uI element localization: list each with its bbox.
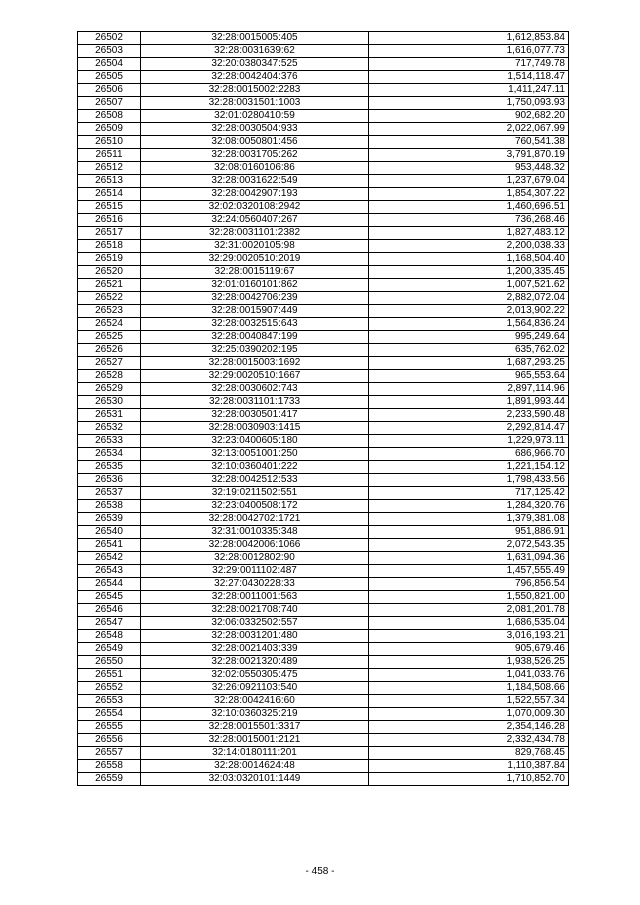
row-number-cell: 26517 (78, 227, 141, 240)
table-row (78, 344, 569, 357)
cadastral-value-cell: 1,200,335.45 (369, 266, 569, 279)
cadastral-number-cell: 32:27:0430228:33 (141, 578, 369, 591)
row-number-cell: 26502 (78, 32, 141, 45)
row-number-cell: 26521 (78, 279, 141, 292)
cadastral-value-cell: 635,762.02 (369, 344, 569, 357)
cadastral-number-cell: 32:28:0031201:480 (141, 630, 369, 643)
table-row (78, 435, 569, 448)
table-row (78, 409, 569, 422)
row-number-cell: 26537 (78, 487, 141, 500)
row-number-cell: 26552 (78, 682, 141, 695)
cadastral-value-cell: 2,897,114.96 (369, 383, 569, 396)
cadastral-value-cell: 1,854,307.22 (369, 188, 569, 201)
row-number-cell: 26504 (78, 58, 141, 71)
row-number-cell: 26518 (78, 240, 141, 253)
cadastral-number-cell: 32:28:0030602:743 (141, 383, 369, 396)
cadastral-number-cell: 32:29:0020510:1667 (141, 370, 369, 383)
cadastral-value-table (77, 31, 569, 786)
cadastral-value-cell: 1,631,094.36 (369, 552, 569, 565)
cadastral-number-cell: 32:01:0280410:59 (141, 110, 369, 123)
row-number-cell: 26511 (78, 149, 141, 162)
row-number-cell: 26545 (78, 591, 141, 604)
row-number-cell: 26536 (78, 474, 141, 487)
table-row (78, 513, 569, 526)
cadastral-value-cell: 1,522,557.34 (369, 695, 569, 708)
cadastral-number-cell: 32:02:0320108:2942 (141, 201, 369, 214)
table-row (78, 32, 569, 45)
cadastral-value-cell: 1,070,009.30 (369, 708, 569, 721)
cadastral-number-cell: 32:23:0400605:180 (141, 435, 369, 448)
cadastral-value-cell: 1,184,508.66 (369, 682, 569, 695)
table-row (78, 84, 569, 97)
cadastral-value-cell: 717,749.78 (369, 58, 569, 71)
cadastral-number-cell: 32:28:0014624:48 (141, 760, 369, 773)
table-row (78, 396, 569, 409)
row-number-cell: 26513 (78, 175, 141, 188)
cadastral-value-cell: 1,616,077.73 (369, 45, 569, 58)
cadastral-value-cell: 717,125.42 (369, 487, 569, 500)
cadastral-number-cell: 32:24:0560407:267 (141, 214, 369, 227)
cadastral-value-cell: 1,612,853.84 (369, 32, 569, 45)
row-number-cell: 26519 (78, 253, 141, 266)
cadastral-number-cell: 32:26:0921103:540 (141, 682, 369, 695)
cadastral-value-cell: 2,332,434.78 (369, 734, 569, 747)
table-row (78, 123, 569, 136)
row-number-cell: 26554 (78, 708, 141, 721)
row-number-cell: 26542 (78, 552, 141, 565)
cadastral-value-cell: 2,072,543.35 (369, 539, 569, 552)
table-row (78, 97, 569, 110)
cadastral-number-cell: 32:28:0030903:1415 (141, 422, 369, 435)
cadastral-number-cell: 32:25:0390202:195 (141, 344, 369, 357)
table-row (78, 448, 569, 461)
cadastral-value-cell: 1,564,836.24 (369, 318, 569, 331)
row-number-cell: 26540 (78, 526, 141, 539)
row-number-cell: 26510 (78, 136, 141, 149)
row-number-cell: 26503 (78, 45, 141, 58)
cadastral-value-cell: 1,938,526.25 (369, 656, 569, 669)
cadastral-value-cell: 1,379,381.08 (369, 513, 569, 526)
cadastral-number-cell: 32:29:0020510:2019 (141, 253, 369, 266)
row-number-cell: 26532 (78, 422, 141, 435)
cadastral-value-cell: 1,168,504.40 (369, 253, 569, 266)
cadastral-value-cell: 1,229,973.11 (369, 435, 569, 448)
row-number-cell: 26551 (78, 669, 141, 682)
cadastral-number-cell: 32:28:0015005:405 (141, 32, 369, 45)
row-number-cell: 26535 (78, 461, 141, 474)
table-row (78, 721, 569, 734)
cadastral-number-cell: 32:28:0042404:376 (141, 71, 369, 84)
cadastral-value-cell: 3,791,870.19 (369, 149, 569, 162)
table-row (78, 45, 569, 58)
row-number-cell: 26524 (78, 318, 141, 331)
cadastral-value-cell: 1,550,821.00 (369, 591, 569, 604)
row-number-cell: 26526 (78, 344, 141, 357)
cadastral-number-cell: 32:28:0042702:1721 (141, 513, 369, 526)
table-row (78, 461, 569, 474)
table-row (78, 201, 569, 214)
cadastral-value-cell: 3,016,193.21 (369, 630, 569, 643)
cadastral-number-cell: 32:14:0180111:201 (141, 747, 369, 760)
row-number-cell: 26523 (78, 305, 141, 318)
cadastral-value-cell: 1,221,154.12 (369, 461, 569, 474)
table-row (78, 305, 569, 318)
table-row (78, 175, 569, 188)
cadastral-value-cell: 2,022,067.99 (369, 123, 569, 136)
cadastral-value-cell: 995,249.64 (369, 331, 569, 344)
row-number-cell: 26528 (78, 370, 141, 383)
cadastral-number-cell: 32:28:0032515:643 (141, 318, 369, 331)
table-row (78, 656, 569, 669)
table-row (78, 487, 569, 500)
table-row (78, 71, 569, 84)
row-number-cell: 26546 (78, 604, 141, 617)
row-number-cell: 26541 (78, 539, 141, 552)
cadastral-number-cell: 32:10:0360325:219 (141, 708, 369, 721)
table-row (78, 604, 569, 617)
row-number-cell: 26515 (78, 201, 141, 214)
cadastral-number-cell: 32:31:0020105:98 (141, 240, 369, 253)
cadastral-value-cell: 2,200,038.33 (369, 240, 569, 253)
cadastral-value-cell: 1,687,293.25 (369, 357, 569, 370)
table-row (78, 253, 569, 266)
cadastral-number-cell: 32:28:0015907:449 (141, 305, 369, 318)
cadastral-number-cell: 32:28:0021320:489 (141, 656, 369, 669)
row-number-cell: 26530 (78, 396, 141, 409)
cadastral-number-cell: 32:02:0550305:475 (141, 669, 369, 682)
cadastral-number-cell: 32:31:0010335:348 (141, 526, 369, 539)
table-row (78, 643, 569, 656)
cadastral-value-cell: 760,541.38 (369, 136, 569, 149)
cadastral-number-cell: 32:01:0160101:862 (141, 279, 369, 292)
row-number-cell: 26544 (78, 578, 141, 591)
row-number-cell: 26514 (78, 188, 141, 201)
table-row (78, 695, 569, 708)
row-number-cell: 26516 (78, 214, 141, 227)
cadastral-value-cell: 1,686,535.04 (369, 617, 569, 630)
cadastral-value-cell: 2,354,146.28 (369, 721, 569, 734)
cadastral-number-cell: 32:28:0015002:2283 (141, 84, 369, 97)
cadastral-number-cell: 32:28:0012802:90 (141, 552, 369, 565)
table-row (78, 578, 569, 591)
cadastral-number-cell: 32:28:0015119:67 (141, 266, 369, 279)
cadastral-number-cell: 32:28:0021708:740 (141, 604, 369, 617)
table-row (78, 747, 569, 760)
row-number-cell: 26527 (78, 357, 141, 370)
row-number-cell: 26506 (78, 84, 141, 97)
row-number-cell: 26550 (78, 656, 141, 669)
cadastral-number-cell: 32:28:0042907:193 (141, 188, 369, 201)
table-row (78, 669, 569, 682)
cadastral-value-cell: 1,041,033.76 (369, 669, 569, 682)
cadastral-number-cell: 32:03:0320101:1449 (141, 773, 369, 786)
table-row (78, 617, 569, 630)
table-body (78, 32, 569, 786)
table-row (78, 136, 569, 149)
cadastral-value-cell: 1,710,852.70 (369, 773, 569, 786)
table-row (78, 110, 569, 123)
cadastral-number-cell: 32:28:0031101:1733 (141, 396, 369, 409)
table-row (78, 266, 569, 279)
cadastral-number-cell: 32:23:0400508:172 (141, 500, 369, 513)
cadastral-value-cell: 905,679.46 (369, 643, 569, 656)
cadastral-value-cell: 951,886.91 (369, 526, 569, 539)
cadastral-number-cell: 32:28:0030501:417 (141, 409, 369, 422)
cadastral-number-cell: 32:28:0015001:2121 (141, 734, 369, 747)
cadastral-number-cell: 32:28:0031639:62 (141, 45, 369, 58)
row-number-cell: 26525 (78, 331, 141, 344)
row-number-cell: 26553 (78, 695, 141, 708)
table-row (78, 370, 569, 383)
row-number-cell: 26559 (78, 773, 141, 786)
cadastral-number-cell: 32:28:0015501:3317 (141, 721, 369, 734)
cadastral-number-cell: 32:28:0031705:262 (141, 149, 369, 162)
cadastral-value-cell: 1,007,521.62 (369, 279, 569, 292)
row-number-cell: 26558 (78, 760, 141, 773)
row-number-cell: 26522 (78, 292, 141, 305)
cadastral-value-cell: 1,514,118.47 (369, 71, 569, 84)
cadastral-value-cell: 829,768.45 (369, 747, 569, 760)
cadastral-value-cell: 902,682.20 (369, 110, 569, 123)
table-row (78, 214, 569, 227)
table-row (78, 162, 569, 175)
cadastral-number-cell: 32:28:0031101:2382 (141, 227, 369, 240)
cadastral-value-cell: 2,233,590.48 (369, 409, 569, 422)
table-row (78, 565, 569, 578)
table-row (78, 58, 569, 71)
table-row (78, 227, 569, 240)
table-row (78, 500, 569, 513)
cadastral-value-cell: 1,798,433.56 (369, 474, 569, 487)
row-number-cell: 26508 (78, 110, 141, 123)
table-row (78, 552, 569, 565)
row-number-cell: 26507 (78, 97, 141, 110)
cadastral-number-cell: 32:08:0160106:86 (141, 162, 369, 175)
table-row (78, 682, 569, 695)
table-row (78, 630, 569, 643)
cadastral-number-cell: 32:19:0211502:551 (141, 487, 369, 500)
cadastral-value-cell: 1,237,679.04 (369, 175, 569, 188)
row-number-cell: 26529 (78, 383, 141, 396)
row-number-cell: 26539 (78, 513, 141, 526)
row-number-cell: 26543 (78, 565, 141, 578)
row-number-cell: 26538 (78, 500, 141, 513)
cadastral-number-cell: 32:29:0011102:487 (141, 565, 369, 578)
table-row (78, 708, 569, 721)
cadastral-value-cell: 1,827,483.12 (369, 227, 569, 240)
table-row (78, 279, 569, 292)
table-row (78, 734, 569, 747)
cadastral-value-cell: 2,081,201.78 (369, 604, 569, 617)
row-number-cell: 26556 (78, 734, 141, 747)
cadastral-value-cell: 965,553.64 (369, 370, 569, 383)
table-row (78, 539, 569, 552)
cadastral-value-cell: 736,268.46 (369, 214, 569, 227)
cadastral-number-cell: 32:28:0042006:1066 (141, 539, 369, 552)
cadastral-value-cell: 796,856.54 (369, 578, 569, 591)
cadastral-value-cell: 1,110,387.84 (369, 760, 569, 773)
cadastral-value-cell: 1,891,993.44 (369, 396, 569, 409)
row-number-cell: 26509 (78, 123, 141, 136)
table-row (78, 422, 569, 435)
row-number-cell: 26557 (78, 747, 141, 760)
row-number-cell: 26549 (78, 643, 141, 656)
cadastral-number-cell: 32:28:0015003:1692 (141, 357, 369, 370)
cadastral-value-cell: 2,882,072.04 (369, 292, 569, 305)
cadastral-value-cell: 686,966.70 (369, 448, 569, 461)
row-number-cell: 26547 (78, 617, 141, 630)
table-row (78, 383, 569, 396)
cadastral-number-cell: 32:06:0332502:557 (141, 617, 369, 630)
table-row (78, 474, 569, 487)
table-row (78, 149, 569, 162)
table-row (78, 591, 569, 604)
row-number-cell: 26534 (78, 448, 141, 461)
cadastral-number-cell: 32:28:0042416:60 (141, 695, 369, 708)
cadastral-number-cell: 32:28:0030504:933 (141, 123, 369, 136)
cadastral-number-cell: 32:28:0031622:549 (141, 175, 369, 188)
cadastral-value-cell: 953,448.32 (369, 162, 569, 175)
cadastral-value-cell: 1,750,093.93 (369, 97, 569, 110)
table-row (78, 318, 569, 331)
cadastral-value-cell: 1,460,696.51 (369, 201, 569, 214)
cadastral-value-cell: 2,013,902.22 (369, 305, 569, 318)
cadastral-number-cell: 32:28:0011001:563 (141, 591, 369, 604)
table-row (78, 773, 569, 786)
table-row (78, 357, 569, 370)
cadastral-value-cell: 2,292,814.47 (369, 422, 569, 435)
cadastral-number-cell: 32:08:0050801:456 (141, 136, 369, 149)
table-row (78, 292, 569, 305)
cadastral-number-cell: 32:28:0042706:239 (141, 292, 369, 305)
row-number-cell: 26512 (78, 162, 141, 175)
table-row (78, 331, 569, 344)
row-number-cell: 26505 (78, 71, 141, 84)
row-number-cell: 26555 (78, 721, 141, 734)
cadastral-number-cell: 32:10:0360401:222 (141, 461, 369, 474)
table-row (78, 760, 569, 773)
row-number-cell: 26520 (78, 266, 141, 279)
cadastral-number-cell: 32:28:0031501:1003 (141, 97, 369, 110)
table-row (78, 240, 569, 253)
cadastral-value-cell: 1,411,247.11 (369, 84, 569, 97)
table-row (78, 526, 569, 539)
row-number-cell: 26548 (78, 630, 141, 643)
cadastral-number-cell: 32:28:0021403:339 (141, 643, 369, 656)
table-row (78, 188, 569, 201)
cadastral-number-cell: 32:20:0380347:525 (141, 58, 369, 71)
cadastral-number-cell: 32:28:0040847:199 (141, 331, 369, 344)
cadastral-value-cell: 1,284,320.76 (369, 500, 569, 513)
row-number-cell: 26531 (78, 409, 141, 422)
page-number: - 458 - (305, 866, 335, 877)
row-number-cell: 26533 (78, 435, 141, 448)
cadastral-number-cell: 32:28:0042512:533 (141, 474, 369, 487)
cadastral-number-cell: 32:13:0051001:250 (141, 448, 369, 461)
cadastral-value-cell: 1,457,555.49 (369, 565, 569, 578)
